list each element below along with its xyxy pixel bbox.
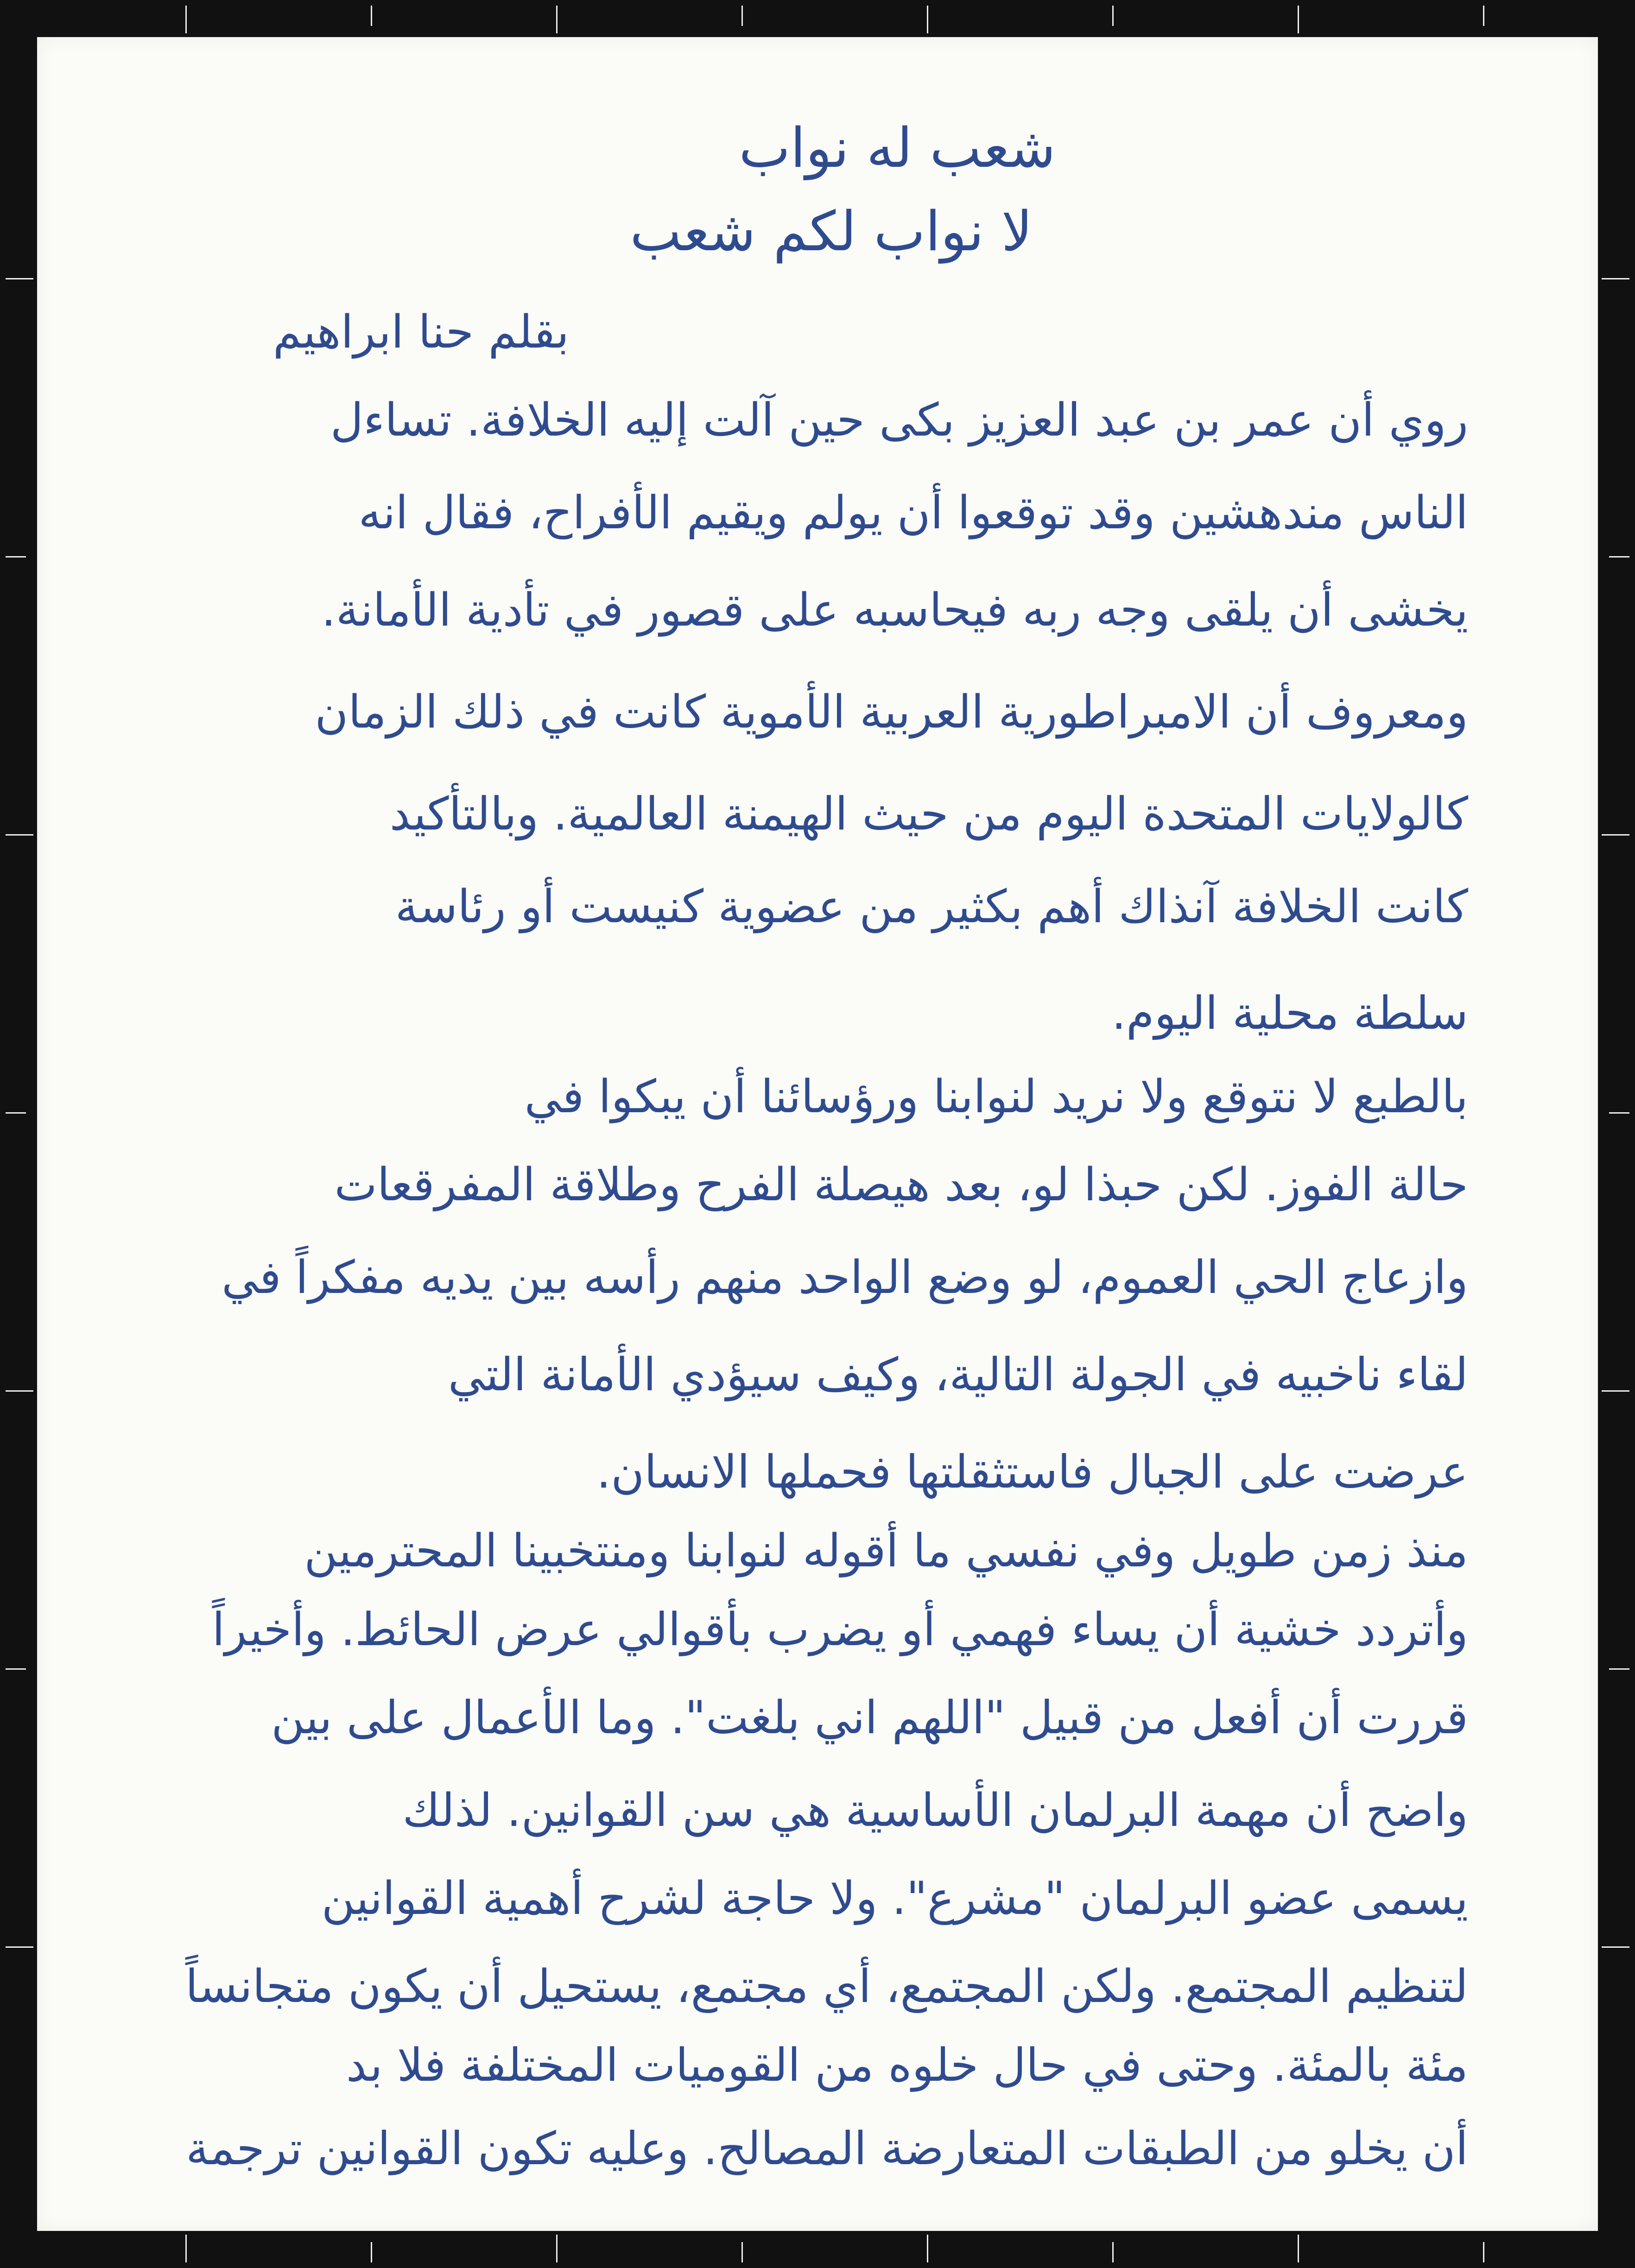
text-line: قررت أن أفعل من قبيل "اللهم اني بلغت". وما الأعمال على بين [271, 1691, 1468, 1744]
text-line: وازعاج الحي العموم، لو وضع الواحد منهم رأسه بين يديه مفكراً في [222, 1251, 1468, 1304]
frame-tick [371, 2242, 372, 2262]
frame-tick [741, 6, 743, 26]
frame-tick [1112, 6, 1114, 26]
frame-tick [6, 1668, 26, 1670]
frame-tick [371, 6, 372, 26]
frame-tick [185, 6, 187, 33]
text-line: كالولايات المتحدة اليوم من حيث الهيمنة العالمية. وبالتأكيد [389, 788, 1468, 841]
text-line: سلطة محلية اليوم. [1111, 987, 1468, 1040]
frame-tick [1602, 1946, 1629, 1948]
frame-tick [741, 2242, 743, 2262]
text-line: بالطبع لا نتوقع ولا نريد لنوابنا ورؤسائنا أن يبكوا في [524, 1071, 1468, 1123]
frame-tick [1298, 2235, 1299, 2262]
author-byline: بقلم حنا ابراهيم [272, 306, 569, 359]
text-line: روي أن عمر بن عبد العزيز بكى حين آلت إليه الخلافة. تساءل [330, 394, 1468, 447]
frame-tick [556, 2235, 558, 2262]
frame-tick [927, 6, 928, 33]
frame-tick [1298, 6, 1299, 33]
frame-tick [6, 1112, 26, 1114]
frame-tick [1602, 1390, 1629, 1392]
text-line: ومعروف أن الامبراطورية العربية الأموية كانت في ذلك الزمان [315, 686, 1468, 739]
frame-tick [1609, 1668, 1629, 1670]
text-line: مئة بالمئة. وحتى في حال خلوه من القوميات المختلفة فلا بد [346, 2039, 1468, 2092]
text-line: عرضت على الجبال فاستثقلتها فحملها الانسان. [596, 1446, 1468, 1499]
frame-tick [6, 1390, 33, 1392]
text-line: يخشى أن يلقى وجه ربه فيحاسبه على قصور في تأدية الأمانة. [321, 584, 1468, 637]
text-line: الناس مندهشين وقد توقعوا أن يولم ويقيم الأفراح، فقال انه [358, 487, 1468, 539]
frame-tick [6, 1946, 33, 1948]
frame-tick [1602, 834, 1629, 836]
text-line: يسمى عضو البرلمان "مشرع". ولا حاجة لشرح أهمية القوانين [321, 1872, 1468, 1925]
frame-tick [6, 556, 26, 557]
text-line: كانت الخلافة آنذاك أهم بكثير من عضوية كنيست أو رئاسة [395, 881, 1468, 933]
text-line: منذ زمن طويل وفي نفسي ما أقوله لنوابنا ومنتخبينا المحترمين [304, 1525, 1468, 1577]
text-line: وأتردد خشية أن يساء فهمي أو يضرب بأقوالي عرض الحائط. وأخيراً [212, 1603, 1468, 1656]
frame-tick [6, 834, 33, 836]
frame-tick [1609, 1112, 1629, 1114]
frame-tick [185, 2235, 187, 2262]
frame-tick [1609, 556, 1629, 557]
text-line: حالة الفوز. لكن حبذا لو، بعد هيصلة الفرح وطلاقة المفرقعات [334, 1159, 1468, 1211]
frame-tick [6, 278, 33, 279]
frame-tick [556, 6, 558, 33]
text-line: لتنظيم المجتمع. ولكن المجتمع، أي مجتمع، يستحيل أن يكون متجانساً [185, 1960, 1468, 2013]
text-line: أن يخلو من الطبقات المتعارضة المصالح. وعليه تكون القوانين ترجمة [186, 2122, 1468, 2175]
frame-tick [1483, 2242, 1484, 2262]
frame-tick [1602, 278, 1629, 279]
frame-tick [1112, 2242, 1114, 2262]
frame-tick [927, 2235, 928, 2262]
frame-tick [1483, 6, 1484, 26]
title-line-2: لا نواب لكم شعب [630, 199, 1033, 263]
text-line: لقاء ناخبيه في الجولة التالية، وكيف سيؤدي الأمانة التي [448, 1349, 1468, 1401]
title-line-1: شعب له نواب [739, 116, 1056, 180]
text-line: واضح أن مهمة البرلمان الأساسية هي سن القوانين. لذلك [402, 1784, 1468, 1837]
